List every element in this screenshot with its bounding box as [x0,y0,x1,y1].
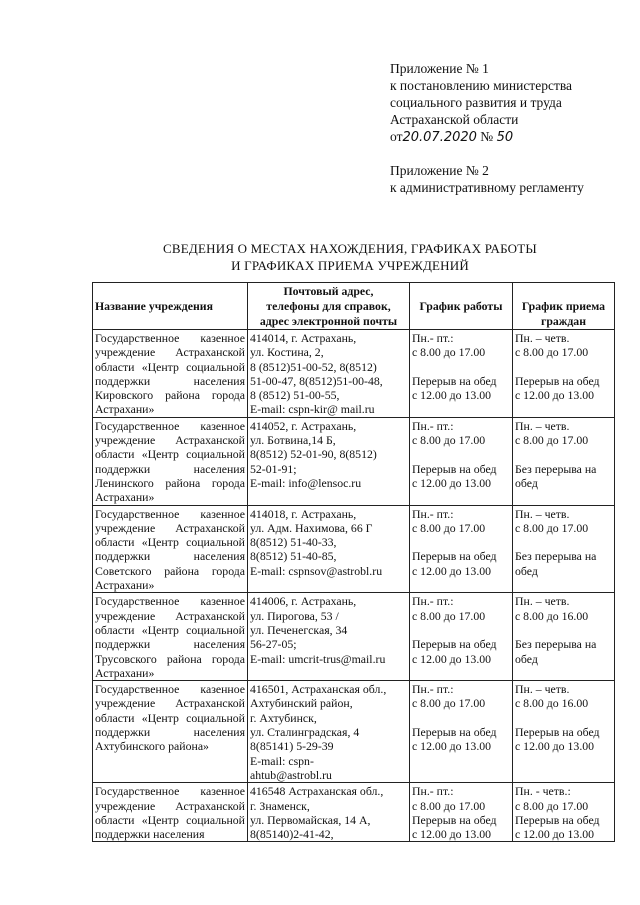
schedule-cell-line: с 12.00 до 13.00 [412,475,492,490]
reception-cell-line [515,447,612,461]
appendix2-line1: к административному регламенту [390,180,584,195]
schedule-cell-line: Перерыв на обед [412,725,497,740]
address-cell-line: ул. Адм. Нахимова, 66 Г [250,520,373,535]
address-cell [248,330,410,418]
address-cell-line: 414014, г. Астрахань, [250,331,357,345]
header-reception: График приема граждан [513,283,615,330]
schedule-cell-line: Пн.- пт.: [412,594,454,609]
schedule-cell [410,505,513,593]
reception-cell-line: Пн. – четв. [515,506,570,521]
appendix1-line2: социального развития и труда [390,95,562,110]
address-cell-line: ул. Пирогова, 53 / [250,608,339,623]
reception-cell-line: с 12.00 до 13.00 [515,739,595,754]
address-cell-line: 56-27-05; [250,637,297,652]
table-row [93,330,615,418]
address-cell-line: 414018, г. Астрахань, [250,506,357,521]
appendix1-line1: к постановлению министерства [390,78,573,93]
number-value: 50 [496,130,514,145]
schedule-cell-line [412,623,510,637]
reception-cell [513,505,615,593]
address-cell-line: 416501, Астраханская обл., [250,682,387,697]
schedule-cell [410,783,513,842]
reception-cell [513,417,615,505]
schedule-cell [410,593,513,681]
address-cell-line: E-mail: cspnsov@astrobl.ru [250,563,383,578]
address-cell-line: 51-00-47, 8(8512)51-00-48, [250,373,383,388]
appendix1-line3: Астраханской области [390,112,519,127]
schedule-cell-line: с 8.00 до 17.00 [412,345,486,360]
institution-name-cell: Государственное казенное учреждение Астраханской области «Центр социальной поддержки населения [93,783,248,842]
address-cell-line: 8(8512) 51-40-85, [250,549,337,564]
reception-cell [513,783,615,842]
address-cell [248,593,410,681]
header-block [390,60,630,196]
schedule-cell-line [412,535,510,549]
schedule-cell-line: Пн.- пт.: [412,784,454,799]
schedule-cell-line: Пн.- пт.: [412,682,454,697]
reception-cell-line: обед [515,563,538,578]
address-cell-line: E-mail: cspn-kir@ mail.ru [250,402,375,417]
address-cell-line: 52-01-91; [250,461,297,476]
address-cell-line: ул. Первомайская, 14 А, [250,812,371,827]
schedule-cell-line: Перерыв на обед [412,373,497,388]
address-cell-line: 416548 Астраханская обл., [250,784,384,799]
address-cell-line: 8(85140)2-41-42, [250,827,334,842]
reception-cell-line: с 8.00 до 16.00 [515,608,589,623]
schedule-cell-line: Перерыв на обед [412,549,497,564]
schedule-cell-line [412,711,510,725]
schedule-cell [410,681,513,783]
document-title-line2: И ГРАФИКАХ ПРИЕМА УЧРЕЖДЕНИЙ [231,258,469,273]
header-name: Название учреждения [93,283,248,330]
institution-name-cell: Государственное казенное учреждение Астраханской области «Центр социальной поддержки населения Советского района города Астрахани» [93,505,248,593]
institution-name-cell: Государственное казенное учреждение Астраханской области «Центр социальной поддержки населения Ахтубинского района» [93,681,248,783]
address-cell-line: 414052, г. Астрахань, [250,418,357,433]
address-cell-line: 8(8512) 52-01-90, 8(8512) [250,447,377,462]
address-cell-line: ул. Печенегская, 34 [250,622,348,637]
address-cell-line: г. Знаменск, [250,798,310,813]
address-cell-line: г. Ахтубинск, [250,710,317,725]
reception-cell [513,330,615,418]
appendix2-title: Приложение № 2 [390,163,489,178]
address-cell-line: ул. Сталинградская, 4 [250,725,360,740]
reception-cell-line: с 8.00 до 16.00 [515,696,589,711]
reception-cell-line: Перерыв на обед [515,373,600,388]
address-cell-line: 8 (8512) 51-00-55, [250,388,340,403]
institution-name-cell: Государственное казенное учреждение Астраханской области «Центр социальной поддержки населения Трусовского района города Астрахани» [93,593,248,681]
reception-cell-line: с 12.00 до 13.00 [515,827,595,842]
institutions-table [92,282,615,842]
date-prefix: от [390,129,403,144]
appendix1-date-line [390,128,630,146]
reception-cell-line [515,535,612,549]
reception-cell [513,681,615,783]
schedule-cell-line [412,447,510,461]
schedule-cell-line: Перерыв на обед [412,812,497,827]
reception-cell-line [515,360,612,374]
reception-cell-line: Без перерыва на [515,637,597,652]
schedule-cell [410,417,513,505]
institution-name-cell: Государственное казенное учреждение Астраханской области «Центр социальной поддержки населения Ленинского района города Астрахани» [93,417,248,505]
reception-cell-line: Пн. – четв. [515,594,570,609]
schedule-cell-line: с 12.00 до 13.00 [412,388,492,403]
schedule-cell-line: Пн.- пт.: [412,506,454,521]
reception-cell-line: Пн. – четв. [515,418,570,433]
reception-cell-line: с 12.00 до 13.00 [515,388,595,403]
table-header-row [93,283,615,330]
address-cell-line: Ахтубинский район, [250,696,353,711]
document-title [90,240,610,274]
reception-cell-line: Без перерыва на [515,549,597,564]
schedule-cell-line [412,360,510,374]
schedule-cell-line: с 12.00 до 13.00 [412,563,492,578]
reception-cell-line: с 8.00 до 17.00 [515,345,589,360]
schedule-cell-line: с 12.00 до 13.00 [412,739,492,754]
institution-name-cell: Государственное казенное учреждение Астраханской области «Центр социальной поддержки населения Кировского района города Астрахани» [93,330,248,418]
table-row [93,417,615,505]
appendix1-title: Приложение № 1 [390,61,489,76]
schedule-cell-line: с 8.00 до 17.00 [412,608,486,623]
address-cell [248,783,410,842]
table-row [93,681,615,783]
schedule-cell-line: с 8.00 до 17.00 [412,520,486,535]
reception-cell-line: с 8.00 до 17.00 [515,798,589,813]
reception-cell-line [515,711,612,725]
schedule-cell [410,330,513,418]
reception-cell-line: Перерыв на обед [515,812,600,827]
schedule-cell-line: с 12.00 до 13.00 [412,651,492,666]
schedule-cell-line: Пн.- пт.: [412,331,454,345]
reception-cell-line: Без перерыва на [515,461,597,476]
reception-cell-line: Перерыв на обед [515,725,600,740]
address-cell-line: 8(85141) 5-29-39 [250,739,334,754]
header-schedule: График работы [410,283,513,330]
address-cell-line: ул. Ботвина,14 Б, [250,433,336,448]
table-row [93,783,615,842]
schedule-cell-line: с 8.00 до 17.00 [412,798,486,813]
address-cell [248,505,410,593]
number-prefix: № [480,129,494,144]
schedule-cell-line: Перерыв на обед [412,461,497,476]
address-cell-line: E-mail: info@lensoc.ru [250,475,362,490]
reception-cell-line: обед [515,475,538,490]
reception-cell-line: обед [515,651,538,666]
address-cell-line: 414006, г. Астрахань, [250,594,357,609]
address-cell-line: 8(8512) 51-40-33, [250,535,337,550]
schedule-cell-line: с 12.00 до 13.00 [412,827,492,842]
reception-cell-line: с 8.00 до 17.00 [515,433,589,448]
address-cell-line: ahtub@astrobl.ru [250,767,332,782]
reception-cell [513,593,615,681]
reception-cell-line [515,623,612,637]
date-value: 20.07.2020 [402,130,477,145]
address-cell-line: 8 (8512)51-00-52, 8(8512) [250,359,377,374]
header-address: Почтовый адрес, телефоны для справок, адрес электронной почты [248,283,410,330]
address-cell-line: E-mail: cspn- [250,753,314,768]
document-title-line1: СВЕДЕНИЯ О МЕСТАХ НАХОЖДЕНИЯ, ГРАФИКАХ РАБОТЫ [163,241,537,256]
address-cell [248,417,410,505]
reception-cell-line: Пн. - четв.: [515,784,571,799]
reception-cell-line: Пн. – четв. [515,331,570,345]
table-row [93,593,615,681]
reception-cell-line: с 8.00 до 17.00 [515,520,589,535]
address-cell [248,681,410,783]
address-cell-line: E-mail: umcrit-trus@mail.ru [250,651,386,666]
schedule-cell-line: с 8.00 до 17.00 [412,696,486,711]
schedule-cell-line: с 8.00 до 17.00 [412,433,486,448]
table-row [93,505,615,593]
address-cell-line: ул. Костина, 2, [250,345,324,360]
schedule-cell-line: Пн.- пт.: [412,418,454,433]
schedule-cell-line: Перерыв на обед [412,637,497,652]
reception-cell-line: Пн. – четв. [515,682,570,697]
